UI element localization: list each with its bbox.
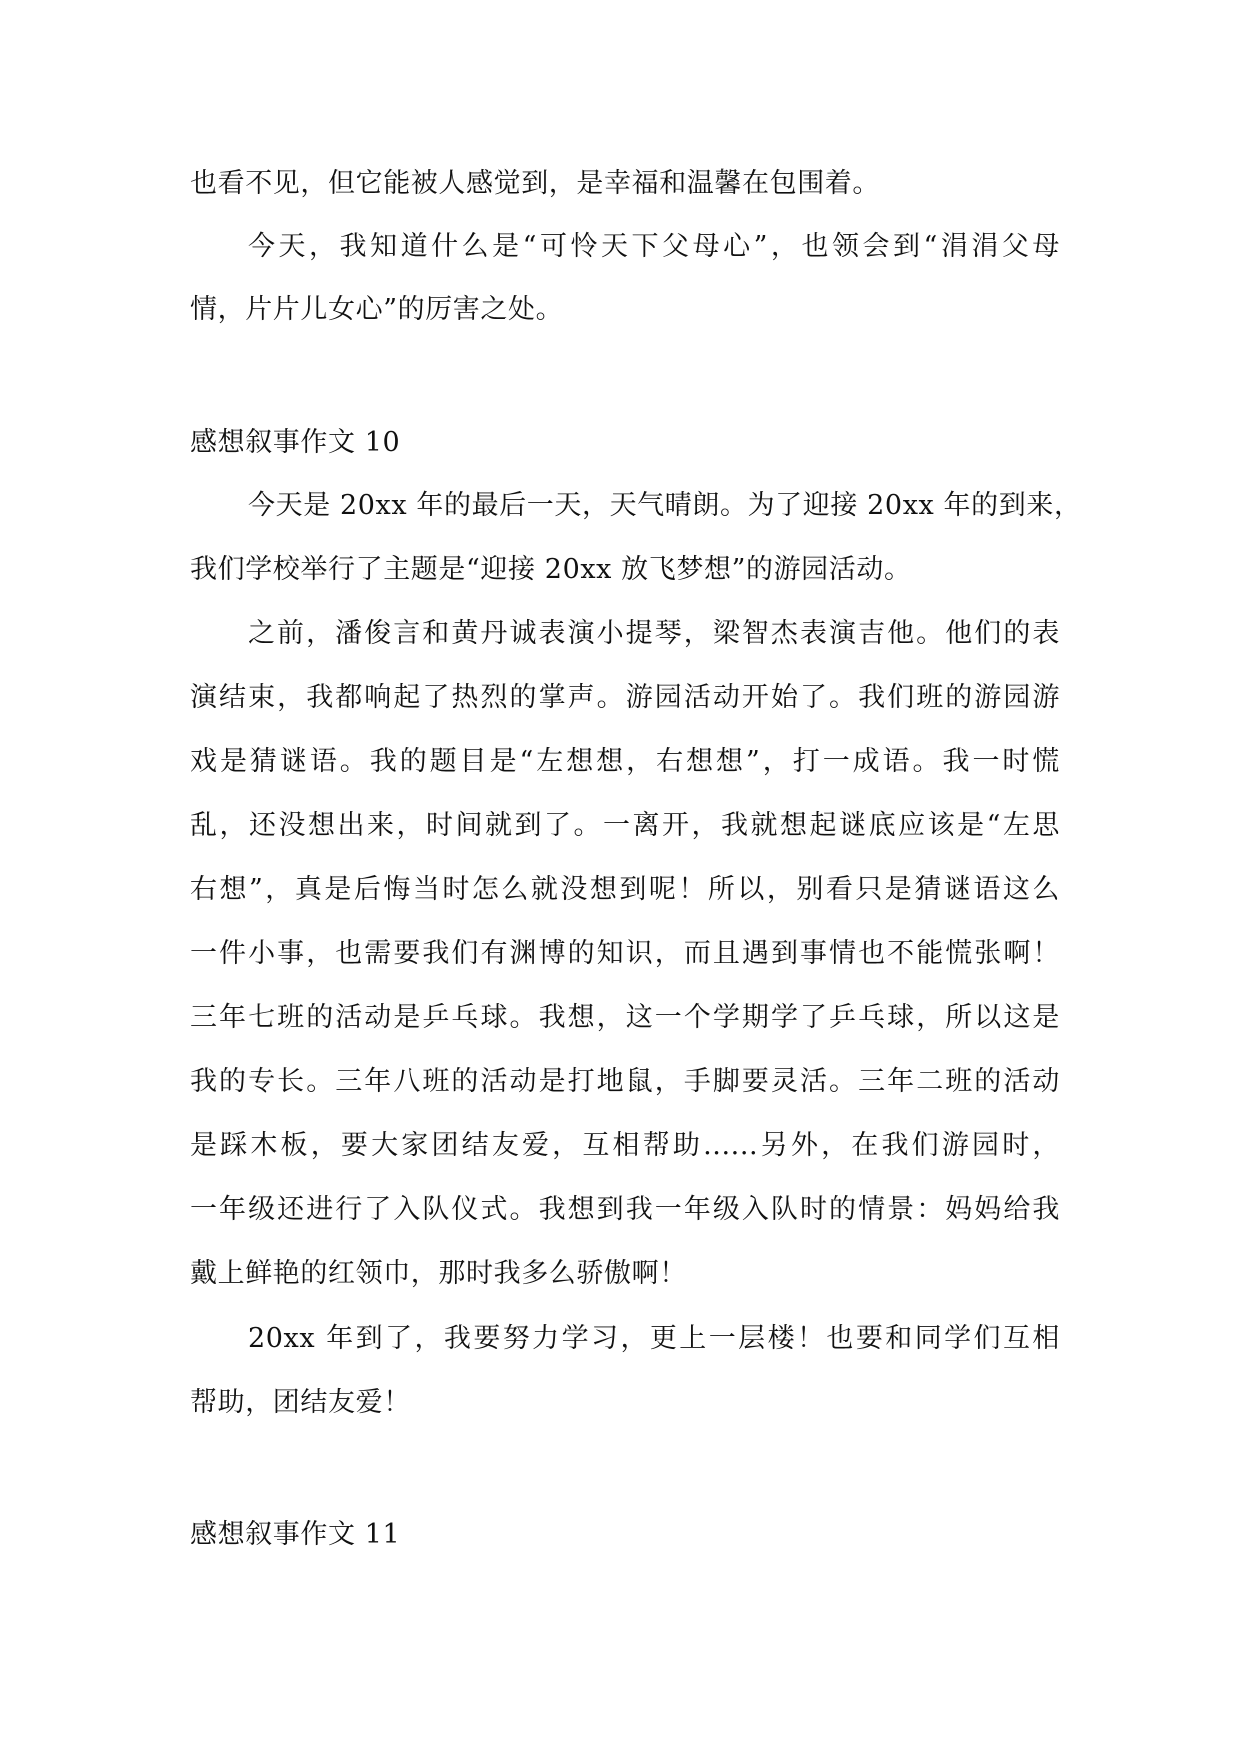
paragraph-line: 戏是猜谜语。我的题目是“左想想，右想想”，打一成语。我一时慌 xyxy=(190,746,1060,777)
paragraph-line: 乱，还没想出来，时间就到了。一离开，我就想起谜底应该是“左思 xyxy=(190,810,1060,841)
paragraph-line: 20xx 年到了，我要努力学习，更上一层楼！也要和同学们互相 xyxy=(248,1323,1060,1354)
paragraph-line: 帮助，团结友爱！ xyxy=(190,1387,411,1418)
paragraph-line: 今天是 20xx 年的最后一天，天气晴朗。为了迎接 20xx 年的到来， xyxy=(248,490,1082,521)
paragraph-line: 是踩木板，要大家团结友爱，互相帮助......另外，在我们游园时， xyxy=(190,1130,1060,1161)
section-heading: 感想叙事作文 11 xyxy=(190,1519,401,1550)
paragraph-line: 我们学校举行了主题是“迎接 20xx 放飞梦想”的游园活动。 xyxy=(190,554,912,585)
paragraph-line: 也看不见，但它能被人感觉到，是幸福和温馨在包围着。 xyxy=(190,168,880,199)
paragraph-line: 右想”，真是后悔当时怎么就没想到呢！所以，别看只是猜谜语这么 xyxy=(190,874,1060,905)
paragraph-line: 之前，潘俊言和黄丹诚表演小提琴，梁智杰表演吉他。他们的表 xyxy=(248,618,1060,649)
paragraph-line: 演结束，我都响起了热烈的掌声。游园活动开始了。我们班的游园游 xyxy=(190,682,1060,713)
paragraph-line: 一年级还进行了入队仪式。我想到我一年级入队时的情景：妈妈给我 xyxy=(190,1194,1060,1225)
paragraph-line: 一件小事，也需要我们有渊博的知识，而且遇到事情也不能慌张啊！ xyxy=(190,938,1060,969)
section-heading: 感想叙事作文 10 xyxy=(190,427,401,458)
paragraph-line: 三年七班的活动是乒乓球。我想，这一个学期学了乒乓球，所以这是 xyxy=(190,1002,1060,1033)
paragraph-line: 戴上鲜艳的红领巾，那时我多么骄傲啊！ xyxy=(190,1258,687,1289)
paragraph-line: 情，片片儿女心”的厉害之处。 xyxy=(190,294,564,325)
paragraph-line: 我的专长。三年八班的活动是打地鼠，手脚要灵活。三年二班的活动 xyxy=(190,1066,1060,1097)
paragraph-line: 今天，我知道什么是“可怜天下父母心”，也领会到“涓涓父母 xyxy=(248,231,1060,262)
